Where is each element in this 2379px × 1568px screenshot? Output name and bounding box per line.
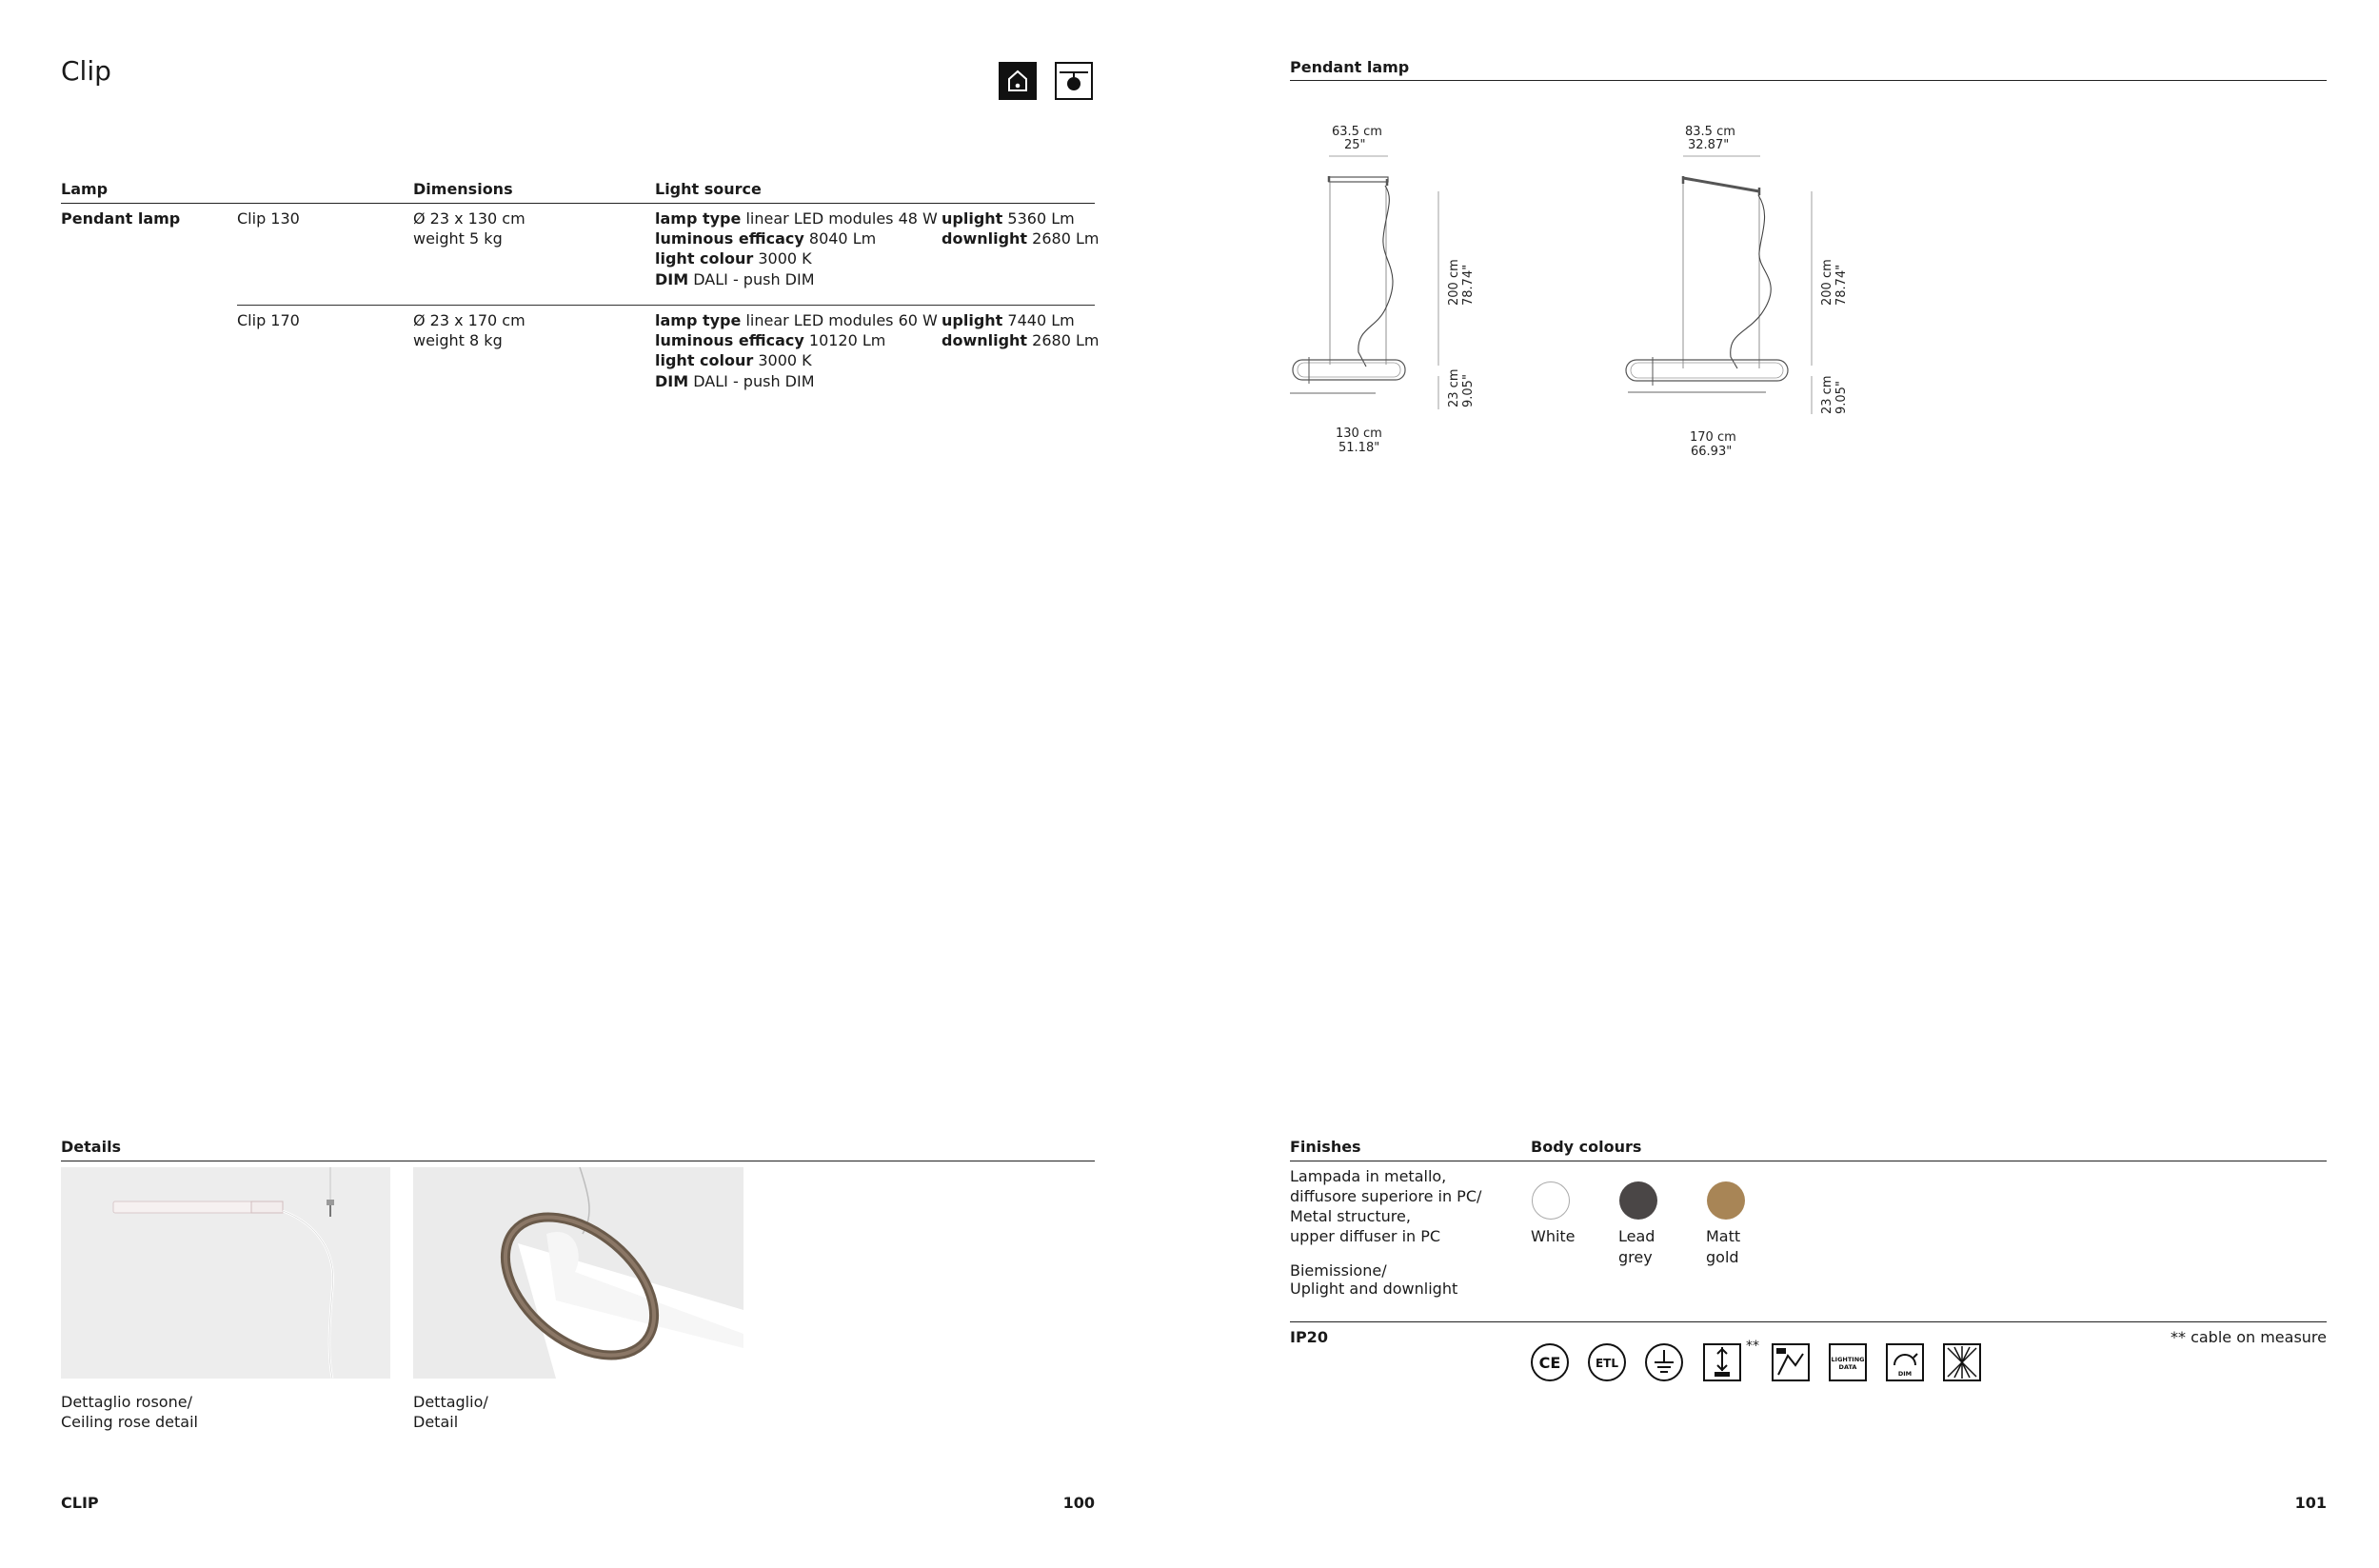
emission-line: Uplight and downlight [1290,1280,1458,1298]
dimension-icon [1771,1342,1811,1382]
swatch-matt-gold [1707,1181,1745,1220]
svg-text:CE: CE [1538,1354,1561,1372]
lamp-type: lamp type linear LED modules 60 W [655,311,938,329]
dimension-size: Ø 23 x 170 cm [413,311,525,329]
details-heading: Details [61,1138,122,1156]
header-dimensions: Dimensions [413,180,513,198]
svg-text:DATA: DATA [1838,1363,1857,1371]
body-colours-heading: Body colours [1531,1138,1642,1156]
emission-line: Biemissione/ [1290,1261,1387,1280]
drawing-width-cm: 170 cm [1690,430,1736,445]
cable-note: ** cable on measure [2170,1328,2327,1346]
downlight-value: downlight 2680 Lm [942,331,1100,349]
finish-desc-line: Lampada in metallo, [1290,1167,1447,1185]
model-name: Clip 170 [237,311,300,329]
drawing-top-cm: 83.5 cm [1685,125,1735,139]
drawing-height-cm: 200 cm [1447,259,1461,306]
light-colour: light colour 3000 K [655,351,812,369]
lamp-type: lamp type linear LED modules 48 W [655,209,938,228]
dimension-size: Ø 23 x 130 cm [413,209,525,228]
swatch-label: Lead [1618,1227,1655,1245]
drawing-top-cm: 63.5 cm [1332,125,1382,139]
dimension-weight: weight 8 kg [413,331,503,349]
svg-text:LIGHTING: LIGHTING [1831,1356,1865,1363]
footer-product-name: CLIP [61,1494,99,1512]
swatch-label: grey [1618,1248,1653,1266]
drawing-height-cm: 200 cm [1820,259,1834,306]
swatch-lead-grey [1619,1181,1657,1220]
page-number-right: 101 [2294,1494,2327,1512]
lamp-group-label: Pendant lamp [61,209,181,228]
row-divider [237,305,1095,306]
drawing-body-in: 9.05" [1834,381,1849,414]
lighting-data-icon [1828,1342,1868,1382]
drawing-width-in: 51.18" [1338,441,1380,455]
ceiling-rose-photo [61,1167,390,1379]
drawing-width-in: 66.93" [1691,445,1733,459]
downlight-value: downlight 2680 Lm [942,229,1100,248]
svg-text:ETL: ETL [1595,1357,1619,1370]
double-star: ** [1746,1339,1759,1354]
swatch-label: White [1531,1227,1576,1245]
light-colour: light colour 3000 K [655,249,812,268]
dim-type: DIM DALI - push DIM [655,270,815,288]
dim-type: DIM DALI - push DIM [655,372,815,390]
etl-icon [1587,1342,1627,1382]
detail-caption-en: Detail [413,1413,459,1431]
technical-drawing-170 [1618,119,1885,471]
svg-text:DIM: DIM [1897,1370,1913,1378]
finish-desc-line: upper diffuser in PC [1290,1227,1441,1245]
ceiling-pendant-icon [1055,62,1093,100]
drawing-height-in: 78.74" [1834,264,1849,306]
technical-drawing-130 [1290,119,1499,471]
page-title: Clip [61,55,111,87]
drawing-heading: Pendant lamp [1290,58,1410,76]
uplight-value: uplight 7440 Lm [942,311,1075,329]
detail-caption-it: Dettaglio/ [413,1393,488,1411]
luminous-efficacy: luminous efficacy 10120 Lm [655,331,886,349]
swatch-label: gold [1706,1248,1739,1266]
drawing-rule [1290,80,2327,81]
ip-rating: IP20 [1290,1328,1328,1346]
finish-desc-line: diffusore superiore in PC/ [1290,1187,1482,1205]
detail-caption-it: Dettaglio rosone/ [61,1393,192,1411]
page-number-left: 100 [1062,1494,1095,1512]
ce-icon [1530,1342,1570,1382]
header-lamp: Lamp [61,180,109,198]
drawing-top-in: 32.87" [1688,138,1730,152]
detail-caption-en: Ceiling rose detail [61,1413,198,1431]
clip-detail-photo [413,1167,743,1379]
model-name: Clip 130 [237,209,300,228]
drawing-body-in: 9.05" [1461,374,1476,407]
swatch-white [1532,1181,1570,1220]
swatch-label: Matt [1706,1227,1741,1245]
ip-rule [1290,1321,2327,1322]
header-light-source: Light source [655,180,762,198]
dim-icon [1885,1342,1925,1382]
dimension-weight: weight 5 kg [413,229,503,248]
finishes-heading: Finishes [1290,1138,1361,1156]
drawing-height-in: 78.74" [1461,264,1476,306]
earth-ground-icon [1644,1342,1684,1382]
drawing-body-cm: 23 cm [1820,375,1834,414]
light-beam-icon [1942,1342,1982,1382]
uplight-value: uplight 5360 Lm [942,209,1075,228]
cable-adjust-icon [1702,1342,1742,1382]
drawing-top-in: 25" [1344,138,1366,152]
table-header-rule [61,203,1095,204]
drawing-body-cm: 23 cm [1447,368,1461,407]
indoor-home-icon [999,62,1037,100]
drawing-width-cm: 130 cm [1336,427,1382,441]
luminous-efficacy: luminous efficacy 8040 Lm [655,229,877,248]
finish-desc-line: Metal structure, [1290,1207,1411,1225]
